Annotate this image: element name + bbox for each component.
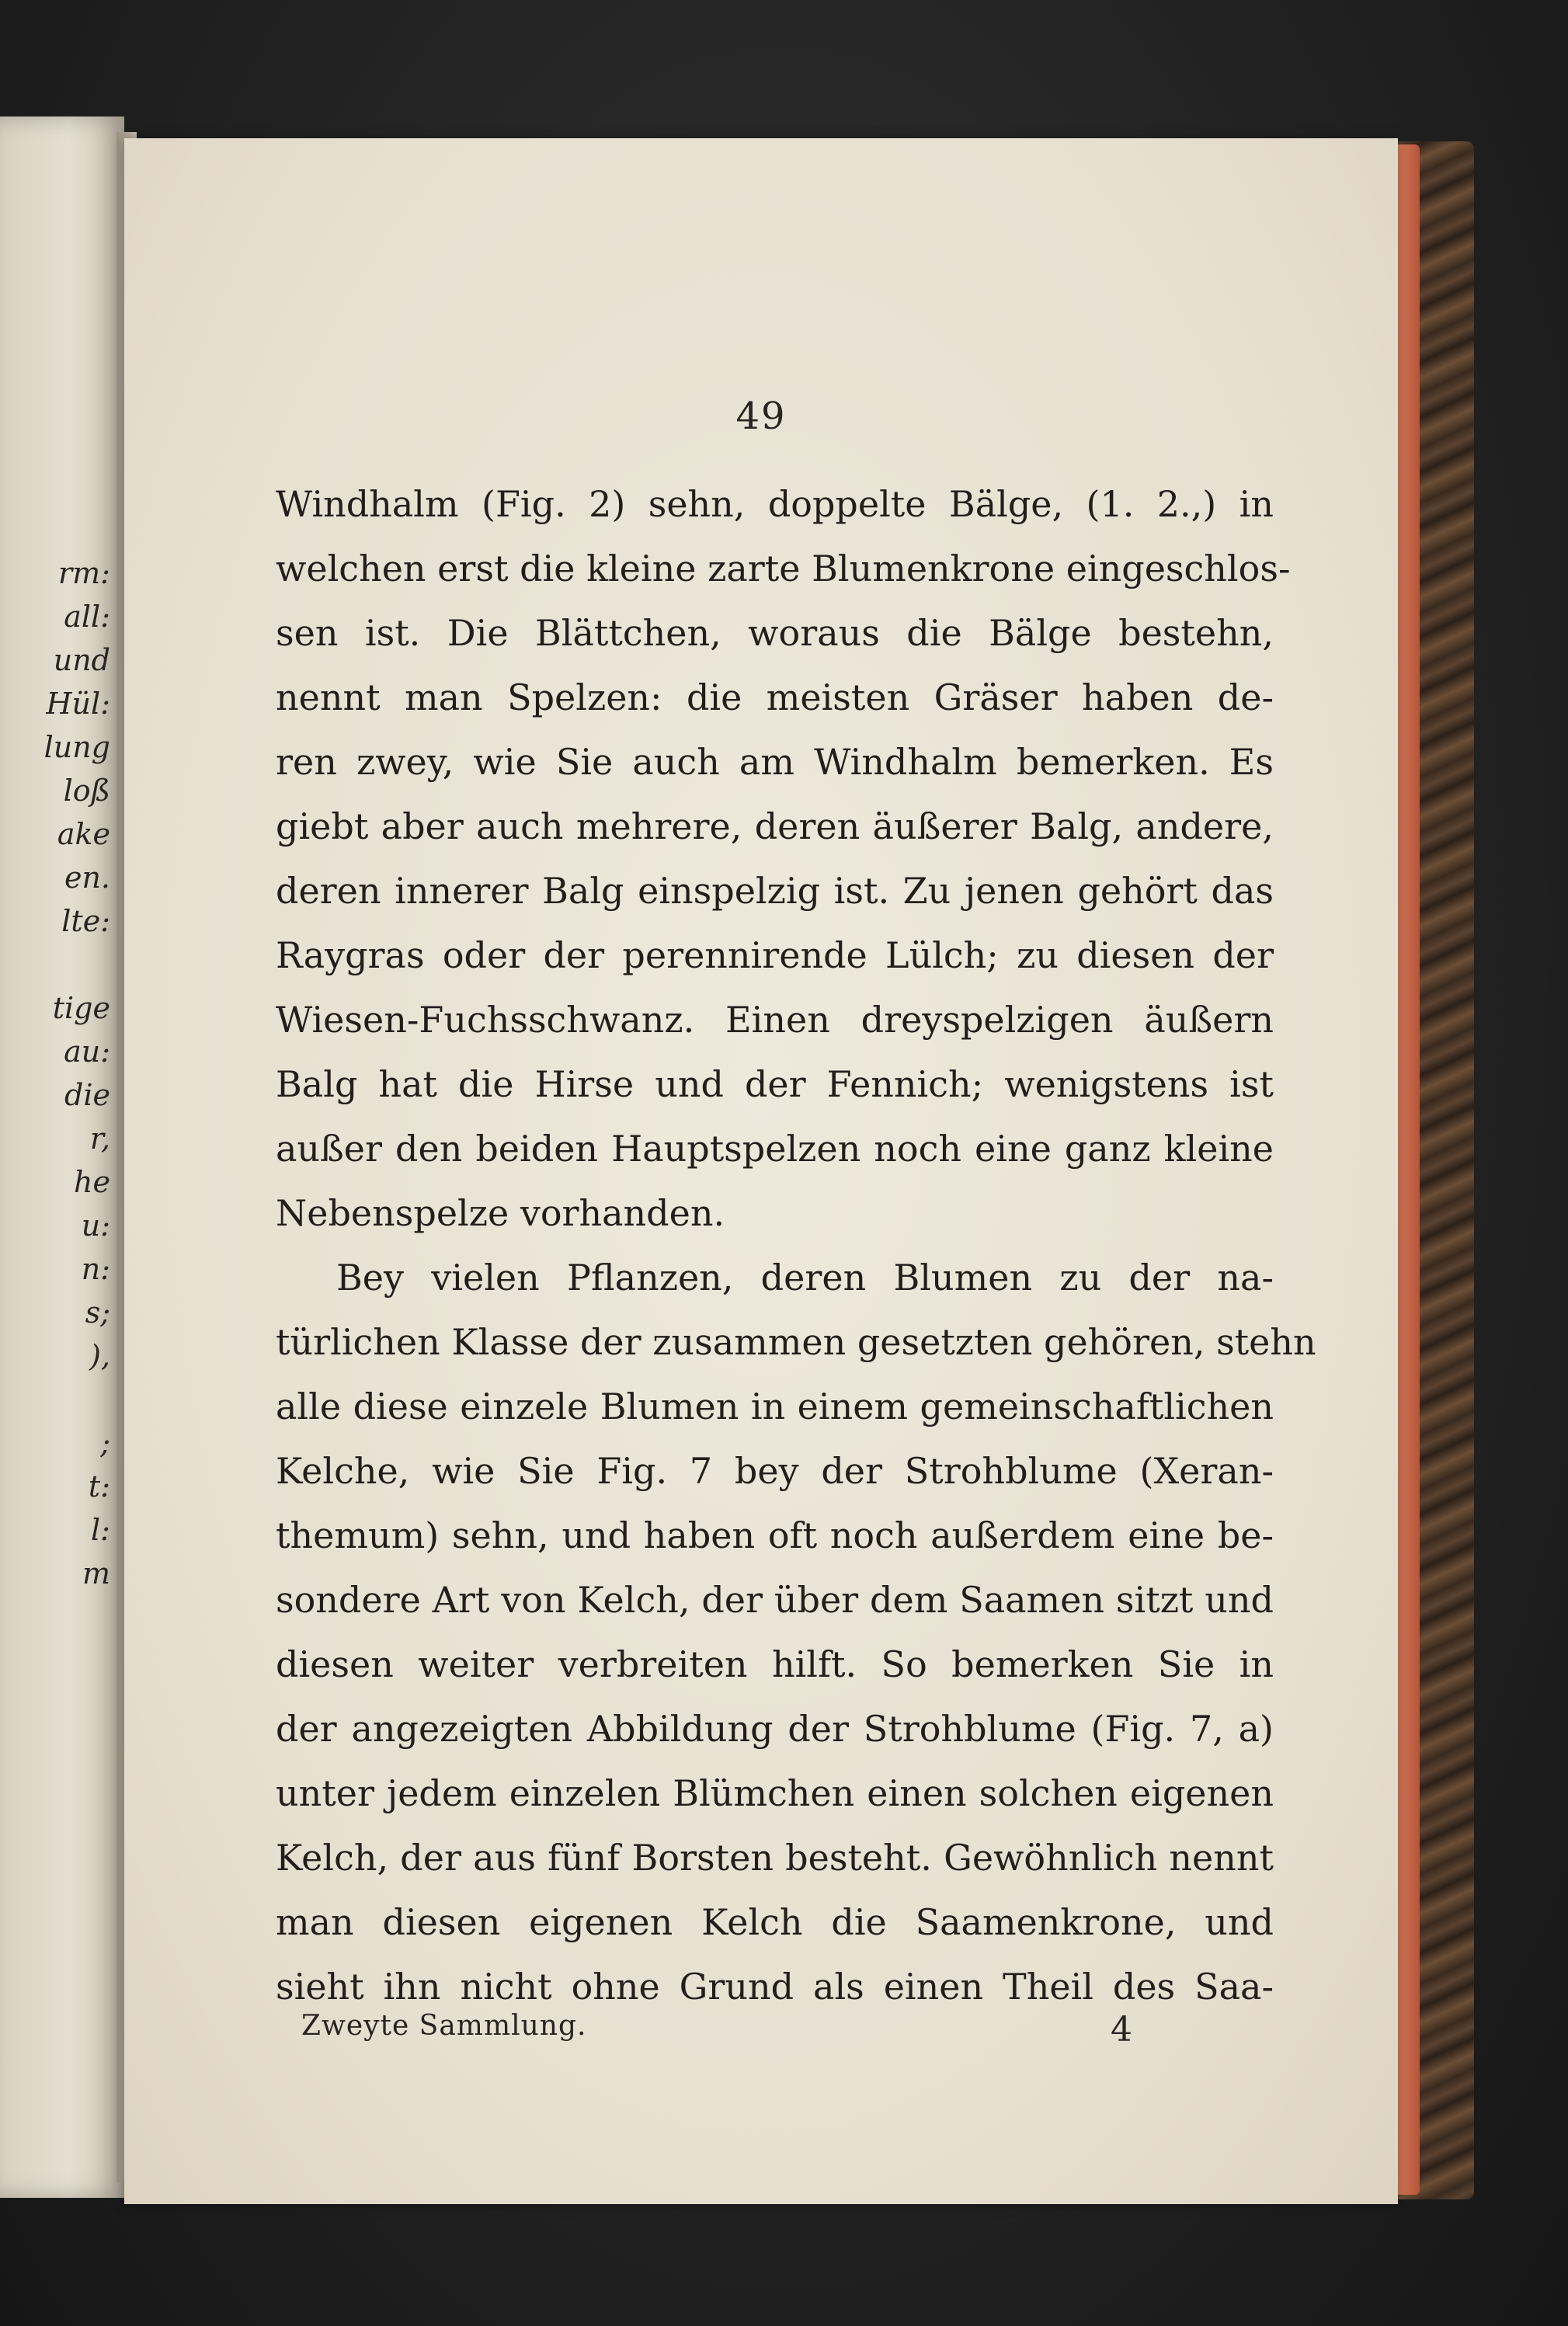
left-fragment: all: <box>64 600 110 634</box>
left-fragment: s; <box>85 1295 110 1330</box>
left-fragment <box>0 1378 116 1421</box>
left-fragment: m <box>82 1556 110 1591</box>
left-fragment: die <box>64 1078 110 1112</box>
left-facing-page <box>0 116 124 2198</box>
left-fragment: und <box>53 643 110 677</box>
text-line: Kelche, wie Sie Fig. 7 bey der Strohblume (Xeran- <box>276 1450 1274 1492</box>
page-number: 49 <box>735 395 787 438</box>
left-fragment: Hül: <box>46 687 110 721</box>
left-page-text-fragments <box>0 551 116 1595</box>
text-line: giebt aber auch mehrere, deren äußerer Balg, andere, <box>276 805 1274 847</box>
left-fragment: n: <box>81 1252 110 1286</box>
text-line: alle diese einzele Blumen in einem gemeinschaftlichen <box>276 1386 1274 1427</box>
text-line: Bey vielen Pflanzen, deren Blumen zu der na- <box>336 1257 1274 1299</box>
text-line: sieht ihn nicht ohne Grund als einen Theil des Saa- <box>276 1966 1274 2008</box>
text-line: Kelch, der aus fünf Borsten besteht. Gewöhnlich nennt <box>276 1837 1274 1879</box>
text-line: Nebenspelze vorhanden. <box>276 1192 725 1234</box>
left-fragment: t: <box>88 1469 110 1504</box>
sheet-number: 4 <box>1111 2010 1132 2050</box>
text-line: Windhalm (Fig. 2) sehn, doppelte Bälge, (1. 2.,) in <box>276 483 1274 525</box>
signature-mark: Zweyte Sammlung. <box>301 2010 587 2042</box>
text-line: türlichen Klasse der zusammen gesetzten gehören, stehn <box>276 1321 1316 1363</box>
text-line: sen ist. Die Blättchen, woraus die Bälge bestehn, <box>276 612 1274 654</box>
book-page <box>124 138 1398 2204</box>
left-fragment: lte: <box>61 904 110 938</box>
text-line: man diesen eigenen Kelch die Saamenkrone, und <box>276 1901 1274 1943</box>
text-line: themum) sehn, und haben oft noch außerdem eine be- <box>276 1514 1274 1556</box>
text-line: Balg hat die Hirse und der Fennich; wenigstens ist <box>276 1063 1274 1105</box>
page-footer <box>301 2010 1132 2064</box>
text-line: der angezeigten Abbildung der Strohblume (Fig. 7, a) <box>276 1708 1274 1750</box>
left-fragment: au: <box>64 1034 110 1069</box>
text-line: ren zwey, wie Sie auch am Windhalm bemerken. Es <box>276 741 1274 783</box>
left-fragment: r, <box>89 1121 110 1156</box>
left-fragment: ake <box>57 817 110 851</box>
left-fragment: en. <box>64 861 110 895</box>
text-line: deren innerer Balg einspelzig ist. Zu jenen gehört das <box>276 870 1274 912</box>
text-line: welchen erst die kleine zarte Blumenkrone eingeschlos- <box>276 548 1291 589</box>
text-line: Raygras oder der perennirende Lülch; zu diesen der <box>276 934 1274 976</box>
text-line: sondere Art von Kelch, der über dem Saamen sitzt und <box>276 1579 1274 1621</box>
text-line: außer den beiden Hauptspelzen noch eine ganz kleine <box>276 1128 1274 1170</box>
left-fragment: ; <box>100 1426 110 1460</box>
text-line: diesen weiter verbreiten hilft. So bemerken Sie in <box>276 1643 1274 1685</box>
left-fragment <box>0 943 116 986</box>
left-fragment: tige <box>52 991 110 1025</box>
text-line: Wiesen-Fuchsschwanz. Einen dreyspelzigen äußern <box>276 999 1274 1041</box>
page-text <box>276 472 1316 2019</box>
left-fragment: rm: <box>57 556 110 590</box>
left-fragment: he <box>74 1165 110 1199</box>
text-line: nennt man Spelzen: die meisten Gräser haben de- <box>276 676 1274 718</box>
left-fragment: loß <box>63 774 110 808</box>
text-line: unter jedem einzelen Blümchen einen solchen eigenen <box>276 1772 1274 1814</box>
left-fragment: ), <box>89 1339 110 1373</box>
left-fragment: lung <box>43 730 110 764</box>
left-fragment: u: <box>81 1208 110 1243</box>
left-fragment: l: <box>91 1513 110 1547</box>
